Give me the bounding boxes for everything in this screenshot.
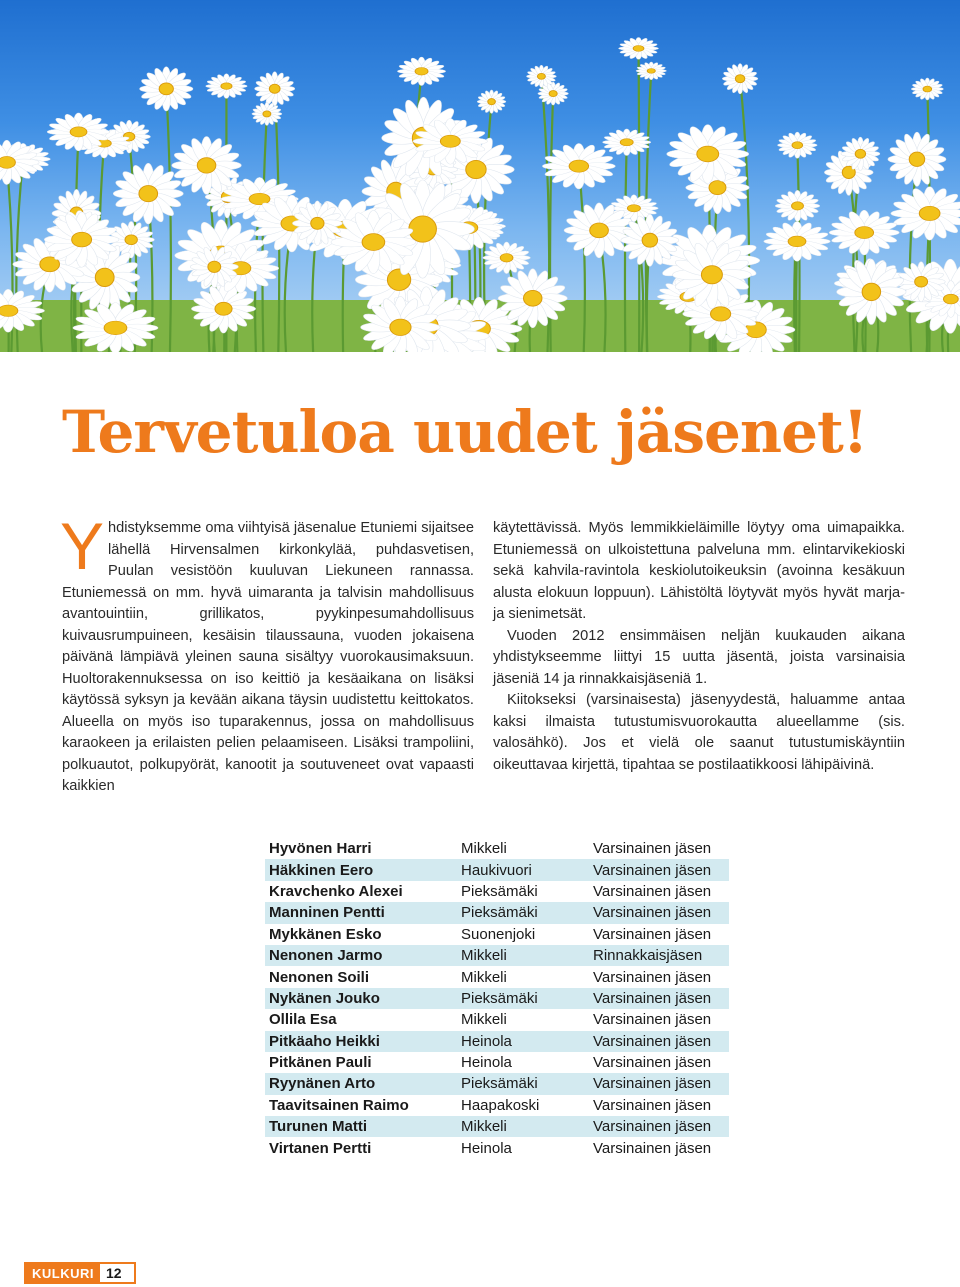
drop-cap: Y (60, 509, 105, 583)
member-name: Nenonen Soili (269, 968, 370, 986)
member-type: Varsinainen jäsen (593, 840, 712, 858)
member-name: Hyvönen Harri (269, 840, 372, 858)
member-name: Pitkäaho Heikki (265, 1031, 457, 1052)
member-type: Varsinainen jäsen (589, 1031, 729, 1052)
member-name: Nykänen Jouko (265, 988, 457, 1009)
table-row (265, 902, 729, 923)
member-type: Varsinainen jäsen (589, 1116, 729, 1137)
table-row (265, 881, 729, 902)
member-name: Ryynänen Arto (265, 1073, 457, 1094)
member-name: Mykkänen Esko (269, 925, 382, 943)
table-row (265, 838, 729, 859)
table-row (265, 859, 729, 880)
paragraph-text: hdistyksemme oma viihtyisä jäsenalue Etuniemi sijaitsee lähellä Hirvensalmen kirkonkylää, puhdasvetisen, Puulan vesistöön kuuluvan Liekuneen rannassa. Etuniemessä on mm. hyvä uimaranta ja talvisin mahdollisuus avantouintiin, grillikatos, pyykinpesumahdollisuus kuivausrumpuineen, kesäisin tilaussauna, vuoden jokaisena päivänä lämpiävä yleinen sauna sisältyy vuorokausimaksuun. Huoltorakennuksessa on iso keittiö ja kesäaikana on lisäksi käytössä syksyn ja kevään aikana täysin uudistettu keittokatos. Alueella on myös iso tuparakennus, jossa on mahdollisuus karaokeen ja erilaisten pelien pelaamiseen. Lisäksi trampoliini, polkuautot, polkupyörät, kanootit ja soutuveneet ovat vapaasti kaikkien (62, 520, 474, 794)
member-name: Turunen Matti (265, 1116, 457, 1137)
table-row (265, 1095, 729, 1116)
member-name: Manninen Pentti (265, 902, 457, 923)
article-column-right (493, 518, 905, 776)
member-city: Mikkeli (457, 945, 589, 966)
member-type: Varsinainen jäsen (593, 1139, 712, 1157)
member-type: Rinnakkaisjäsen (589, 945, 729, 966)
table-row (265, 1052, 729, 1073)
table-row (265, 966, 729, 987)
member-type: Varsinainen jäsen (593, 1096, 712, 1114)
table-row (265, 1009, 729, 1030)
member-name: Pitkänen Pauli (269, 1054, 372, 1072)
member-city: Pieksämäki (457, 1073, 589, 1094)
member-city: Pieksämäki (457, 988, 589, 1009)
member-city: Haukivuori (457, 859, 589, 880)
member-city: Heinola (457, 1031, 589, 1052)
page-footer (24, 1262, 136, 1284)
member-name: Nenonen Jarmo (265, 945, 457, 966)
article-paragraph: Kiitokseksi (varsinaisesta) jäsenyydestä, haluamme antaa kaksi ilmaista tutustumisvuorokautta alueellamme (sis. valosähkö). Jos et vielä ole saanut tutustumiskäyntiin oikeuttavaa kirjettä, tipahtaa se postilaatikkoosi lähipäivinä. (493, 692, 905, 773)
page-number: 12 (106, 1265, 122, 1281)
member-type: Varsinainen jäsen (589, 1073, 729, 1094)
table-row (265, 1031, 729, 1052)
member-city: Haapakoski (461, 1096, 540, 1114)
member-name: Virtanen Pertti (269, 1139, 372, 1157)
member-type: Varsinainen jäsen (593, 968, 712, 986)
member-type: Varsinainen jäsen (589, 902, 729, 923)
member-city: Pieksämäki (457, 902, 589, 923)
table-row (265, 988, 729, 1009)
member-city: Mikkeli (461, 1011, 507, 1029)
article-paragraph: Vuoden 2012 ensimmäisen neljän kuukauden aikana yhdistykseemme liittyi 15 uutta jäsentä, joista varsinaisia jäseniä 14 ja rinnakkaisjäseniä 1. (493, 627, 905, 687)
member-name: Kravchenko Alexei (269, 882, 403, 900)
member-city: Mikkeli (461, 968, 507, 986)
member-type: Varsinainen jäsen (593, 925, 712, 943)
article-paragraph: käytettävissä. Myös lemmikkieläimille löytyy oma uimapaikka. Etuniemessä on ulkoistettuna palveluna mm. elintarvikekioski sekä kahvila-ravintola keskiolutoikeuksin (avoinna kesäkuun alusta elokuun loppuun). Lähistöltä löytyvät myös hyvät marja- ja sienimetsät. (493, 520, 905, 622)
member-city: Heinola (461, 1139, 512, 1157)
member-name: Ollila Esa (269, 1011, 337, 1029)
member-city: Mikkeli (461, 840, 507, 858)
hero-daisy-photo (0, 0, 960, 352)
member-city: Heinola (461, 1054, 512, 1072)
magazine-brand: KULKURI (26, 1264, 100, 1282)
member-name: Häkkinen Eero (265, 859, 457, 880)
member-type: Varsinainen jäsen (593, 1054, 712, 1072)
article-paragraph (60, 509, 474, 798)
member-name: Taavitsainen Raimo (269, 1096, 409, 1114)
member-type: Varsinainen jäsen (593, 882, 712, 900)
member-city: Pieksämäki (461, 882, 538, 900)
member-city: Mikkeli (457, 1116, 589, 1137)
table-row (265, 924, 729, 945)
new-members-table (265, 838, 729, 1159)
page-title: Tervetuloa uudet jäsenet! (62, 398, 868, 466)
table-row (265, 1073, 729, 1094)
table-row (265, 945, 729, 966)
table-row (265, 1137, 729, 1158)
table-row (265, 1116, 729, 1137)
member-city: Suonenjoki (461, 925, 536, 943)
member-type: Varsinainen jäsen (589, 859, 729, 880)
article-column-left (60, 509, 474, 798)
member-type: Varsinainen jäsen (593, 1011, 712, 1029)
member-type: Varsinainen jäsen (589, 988, 729, 1009)
daisy-field-icon (0, 0, 960, 352)
